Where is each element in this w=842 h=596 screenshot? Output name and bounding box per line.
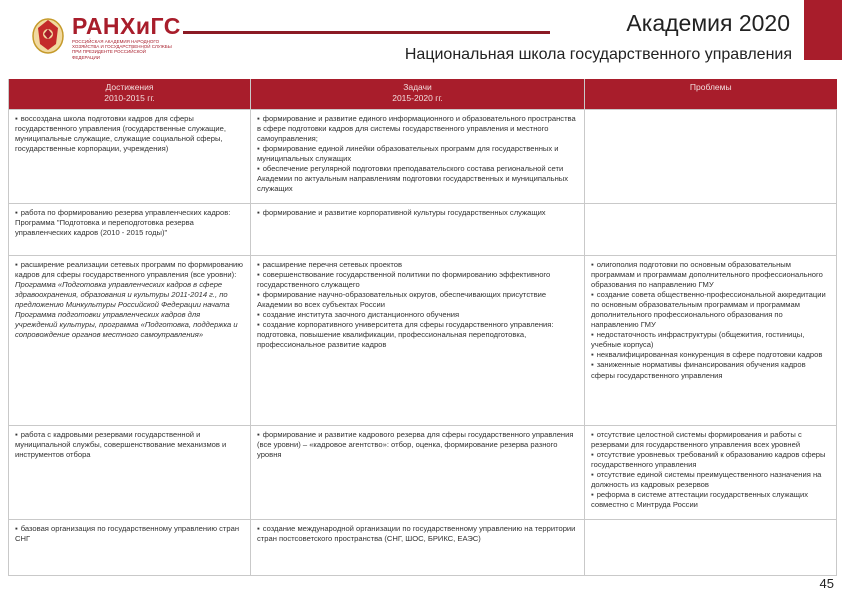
column-header-tasks (251, 79, 585, 109)
list-item: ▪ реформа в системе аттестации государственных служащих совместно с Минтруда России (591, 490, 830, 510)
page-subtitle: Национальная школа государственного управления (404, 46, 792, 63)
logo-main-text: РАНХиГС (72, 13, 181, 39)
goals-table (8, 79, 837, 576)
corner-accent (804, 0, 842, 60)
logo-wordmark (72, 13, 181, 60)
column-header-problems (585, 79, 837, 109)
table-header-row (9, 79, 837, 109)
column-period: 2015-2020 гг. (392, 93, 443, 103)
list-item: ▪ создание института заочного дистанционного обучения (257, 310, 578, 320)
list-item: ▪ недостаточность инфраструктуры (общежития, гостиницы, учебные корпуса) (591, 330, 830, 350)
tasks-cell (251, 203, 585, 255)
list-item: ▪ обеспечение регулярной подготовки преподавательского состава региональной сети Академии по актуальным направлениям подготовки государственных и муниципальных служащих (257, 164, 578, 194)
list-item: ▪ создание международной организации по государственному управлению на территории стран постсоветского пространства (СНГ, ШОС, БРИКС, ЕАЭС) (257, 524, 578, 544)
table-row (9, 109, 837, 203)
table-row (9, 255, 837, 425)
problems-cell (585, 519, 837, 575)
list-item: ▪ базовая организация по государственному управлению стран СНГ (15, 524, 244, 544)
achievement-cell (9, 519, 251, 575)
page-title: Академия 2020 (626, 10, 790, 36)
list-item: ▪ создание корпоративного университета для сферы государственного управления: подготовка, повышение квалификации, профессиональная переподготовка, профессиональное развитие кадров (257, 320, 578, 350)
list-item: ▪ работа с кадровыми резервами государственной и муниципальной службы, совершенствование механизмов и инструментов отбора (15, 430, 244, 460)
problems-cell (585, 425, 837, 519)
list-item: ▪ отсутствие уровневых требований к образованию кадров сферы государственного управления (591, 450, 830, 470)
achievement-cell (9, 425, 251, 519)
list-item: ▪ формирование и развитие корпоративной культуры государственных служащих (257, 208, 578, 218)
list-item: ▪ расширение перечня сетевых проектов (257, 260, 578, 270)
list-item: ▪ расширение реализации сетевых программ по формированию кадров для сферы государственного управления (все уровни): (15, 260, 244, 280)
table-row (9, 519, 837, 575)
tasks-cell (251, 425, 585, 519)
table-row (9, 425, 837, 519)
problems-cell (585, 255, 837, 425)
table-row (9, 203, 837, 255)
column-label: Достижения (105, 82, 154, 92)
tasks-cell (251, 519, 585, 575)
achievement-cell (9, 109, 251, 203)
list-item: ▪ олигополия подготовки по основным образовательным программам и программам дополнительного профессионального образования по направлению ГМУ (591, 260, 830, 290)
tasks-cell (251, 255, 585, 425)
list-item: ▪ формирование и развитие кадрового резерва для сферы государственного управления (все уровни) – «кадровое агентство»: отбор, оценка, формирование резерва разного уровня (257, 430, 578, 460)
list-item: ▪ создание совета общественно-профессиональной аккредитации по основным образовательным программам и программам дополнительного профессионального образования по направлению ГМУ (591, 290, 830, 330)
achievement-cell (9, 255, 251, 425)
header-divider (183, 31, 550, 34)
logo-sub-text: РОССИЙСКАЯ АКАДЕМИЯ НАРОДНОГО ХОЗЯЙСТВА И ГОСУДАРСТВЕННОЙ СЛУЖБЫ ПРИ ПРЕЗИДЕНТЕ РОССИЙСКОЙ ФЕДЕРАЦИИ (72, 39, 172, 60)
list-item: ▪ отсутствие целостной системы формирования и работы с резервами для государственного управления всех уровней (591, 430, 830, 450)
list-item: ▪ формирование научно-образовательных округов, обеспечивающих присутствие Академии во всех субъектах России (257, 290, 578, 310)
list-item: ▪ формирование и развитие единого информационного и образовательного пространства в сфере подготовки кадров для системы государственного управления и местного самоуправления; (257, 114, 578, 144)
program-note: Программа «Подготовка управленческих кадров в сфере здравоохранения, образования и культуры 2011-2014 г., по предложению Минкультуры Российской Федерации начата Программа подготовки управленческих кадров для учреждений культуры, программа «Подготовка, поддержка и сопровождение органов местного самоуправления» (15, 279, 238, 340)
page-number: 45 (819, 576, 834, 591)
column-label: Проблемы (689, 82, 732, 92)
column-label: Задачи (403, 82, 432, 92)
problems-cell (585, 109, 837, 203)
list-item: ▪ отсутствие единой системы преимущественного назначения на должность из кадровых резервов (591, 470, 830, 490)
academy-emblem-icon (30, 14, 66, 56)
column-period: 2010-2015 гг. (104, 93, 155, 103)
list-item: ▪ работа по формированию резерва управленческих кадров: Программа "Подготовка и переподготовка резерва управленческих кадров (2010 - 2015 годы)" (15, 208, 244, 238)
list-item: ▪ неквалифицированная конкуренция в сфере подготовки кадров (591, 350, 830, 360)
list-item: ▪ формирование единой линейки образовательных программ для государственных и муниципальных служащих (257, 144, 578, 164)
achievement-cell (9, 203, 251, 255)
tasks-cell (251, 109, 585, 203)
list-item: ▪ воссоздана школа подготовки кадров для сферы государственного управления (государственные служащие, муниципальные служащие, служащие социальной сферы, государственные корпорации, учреждения) (15, 114, 244, 154)
list-item: ▪ совершенствование государственной политики по формированию эффективного государственного служащего (257, 270, 578, 290)
problems-cell (585, 203, 837, 255)
list-item: ▪ заниженные нормативы финансирования обучения кадров сферы государственного управления (591, 360, 830, 380)
column-header-achievements (9, 79, 251, 109)
